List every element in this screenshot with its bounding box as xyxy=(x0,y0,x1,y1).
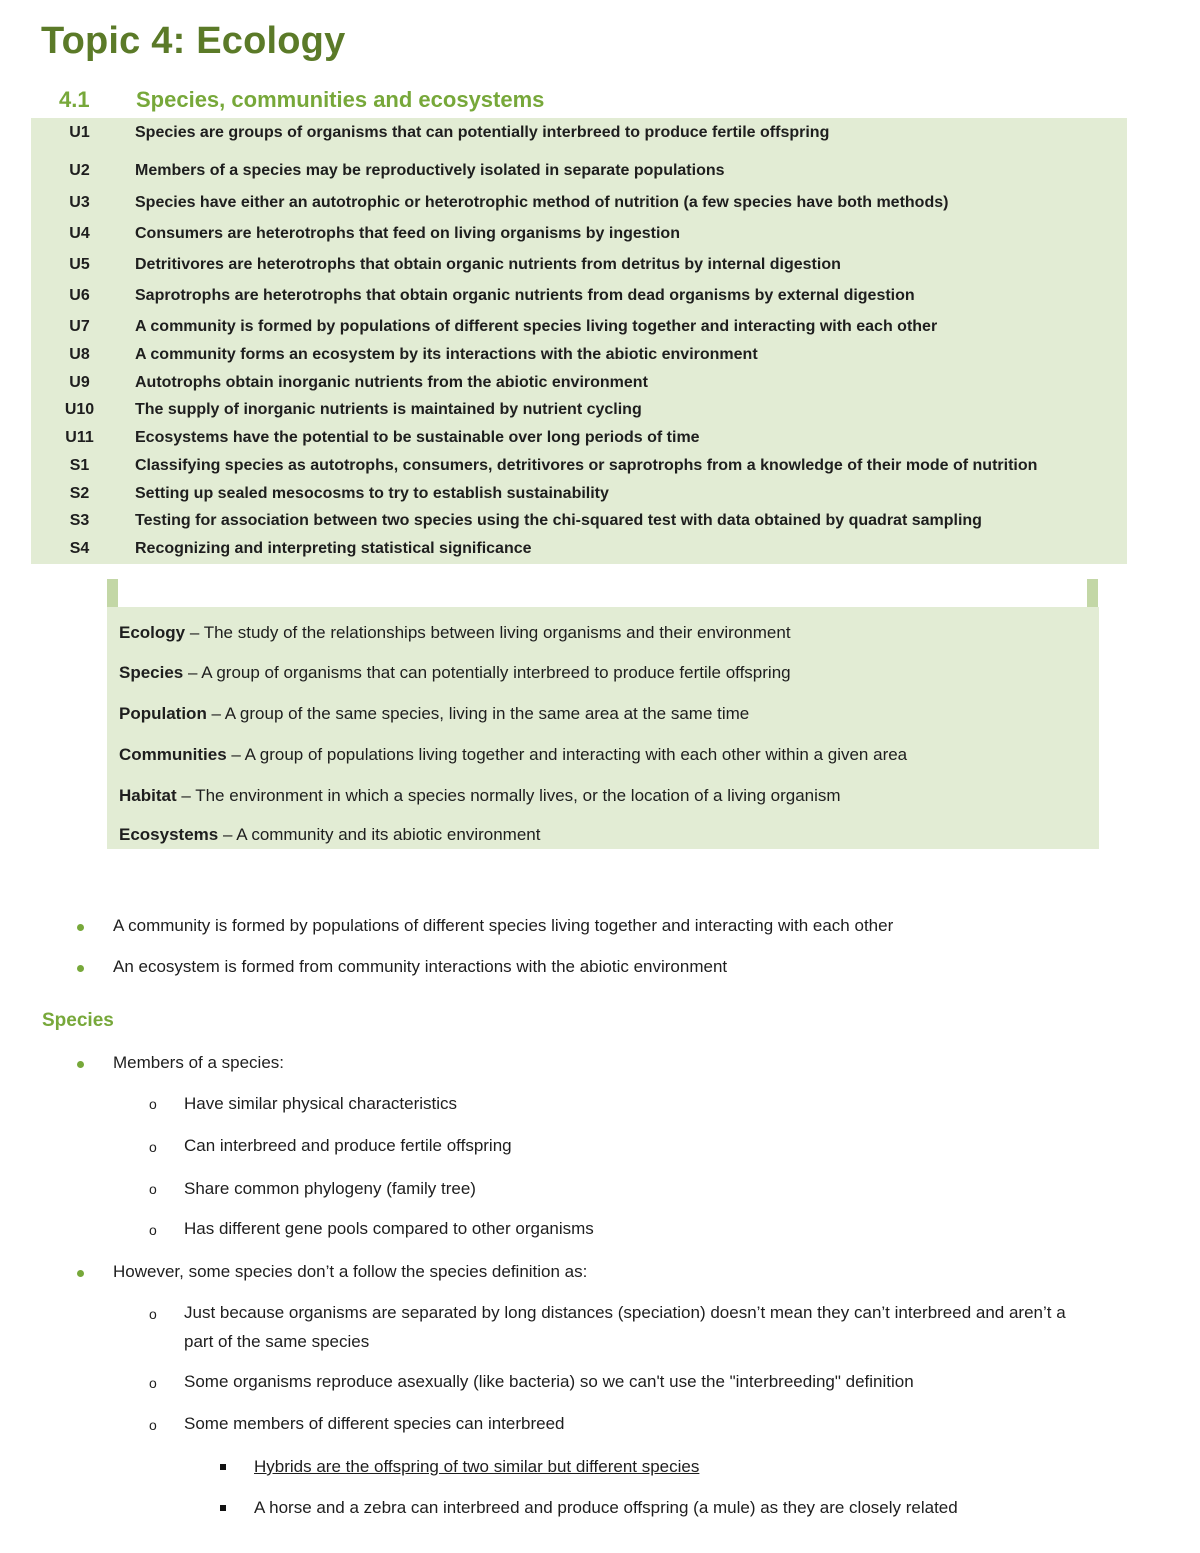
sub-bullet-item: Has different gene pools compared to other organisms xyxy=(184,1219,594,1238)
definition-term: Ecosystems xyxy=(119,825,219,844)
circle-o-icon: o xyxy=(149,1417,157,1433)
outcome-code: U5 xyxy=(69,256,90,273)
definition-term: Communities xyxy=(119,745,227,764)
outcome-text: Classifying species as autotrophs, consumers, detritivores or saprotrophs from a knowledge of their mode of nutrition xyxy=(135,457,1038,474)
outcome-row xyxy=(31,425,1127,451)
circle-o-icon: o xyxy=(149,1139,157,1155)
green-dot-icon xyxy=(77,924,84,931)
outcome-text: Testing for association between two species using the chi-squared test with data obtained by quadrat sampling xyxy=(135,512,982,529)
outcome-row xyxy=(31,536,1127,562)
sub-sub-bullet-item: A horse and a zebra can interbreed and produce offspring (a mule) as they are closely related xyxy=(254,1498,958,1517)
outcome-row xyxy=(31,252,1127,278)
outcome-code: U6 xyxy=(69,287,90,304)
page-title: Topic 4: Ecology xyxy=(41,20,346,62)
outcome-code: U10 xyxy=(64,401,95,418)
outcome-text: A community is formed by populations of different species living together and interacting with each other xyxy=(135,318,938,335)
sub-bullet-item: Have similar physical characteristics xyxy=(184,1094,458,1113)
outcome-text: Autotrophs obtain inorganic nutrients from the abiotic environment xyxy=(135,374,648,391)
outcome-row xyxy=(31,481,1127,507)
circle-o-icon: o xyxy=(149,1222,157,1238)
outcome-text: Detritivores are heterotrophs that obtain organic nutrients from detritus by internal digestion xyxy=(135,256,841,273)
species-heading: Species xyxy=(42,1010,114,1031)
outcome-row xyxy=(31,221,1127,247)
sub-bullet-item: Some organisms reproduce asexually (like bacteria) so we can't use the "interbreeding" definition xyxy=(184,1372,914,1391)
circle-o-icon: o xyxy=(149,1181,157,1197)
outcome-row xyxy=(31,120,1127,146)
outcomes-table xyxy=(31,118,1127,564)
outcome-code: S4 xyxy=(69,540,90,557)
green-dot-icon xyxy=(77,965,84,972)
outcome-row xyxy=(31,283,1127,309)
outcome-row xyxy=(31,397,1127,423)
definition-text: – The environment in which a species normally lives, or the location of a living organism xyxy=(176,786,841,805)
outcome-text: The supply of inorganic nutrients is maintained by nutrient cycling xyxy=(135,401,642,418)
bullet-item: Members of a species: xyxy=(113,1053,285,1072)
definition-text: – A group of organisms that can potentially interbreed to produce fertile offspring xyxy=(183,663,791,682)
outcome-code: U7 xyxy=(69,318,90,335)
definition-text: – A group of the same species, living in the same area at the same time xyxy=(206,704,750,723)
outcome-text: Species have either an autotrophic or heterotrophic method of nutrition (a few species have both methods) xyxy=(135,194,949,211)
circle-o-icon: o xyxy=(149,1096,157,1112)
sub-bullet-item: Can interbreed and produce fertile offspring xyxy=(184,1136,512,1155)
sub-sub-bullet-item: Hybrids are the offspring of two similar but different species xyxy=(254,1457,700,1476)
outcome-code: U11 xyxy=(65,429,94,446)
bullet-item: An ecosystem is formed from community interactions with the abiotic environment xyxy=(113,957,728,976)
definition-row xyxy=(119,825,540,845)
outcome-code: S3 xyxy=(69,512,90,529)
outcome-code: U3 xyxy=(69,194,90,211)
green-dot-icon xyxy=(77,1270,84,1277)
circle-o-icon: o xyxy=(149,1375,157,1391)
definition-text: – A group of populations living together and interacting with each other within a given area xyxy=(226,745,908,764)
outcome-row xyxy=(31,314,1127,340)
section-heading xyxy=(59,87,544,113)
outcome-code: S2 xyxy=(69,485,90,502)
sub-bullet-item: Some members of different species can interbreed xyxy=(184,1414,565,1433)
sub-bullet-item: Share common phylogeny (family tree) xyxy=(184,1179,476,1198)
definition-term: Habitat xyxy=(119,786,177,805)
bullet-item: However, some species don’t a follow the species definition as: xyxy=(113,1262,588,1281)
outcome-text: Saprotrophs are heterotrophs that obtain organic nutrients from dead organisms by external digestion xyxy=(135,287,915,304)
sub-bullet-item: Just because organisms are separated by long distances (speciation) doesn’t mean they can’t interbreed and aren’t a xyxy=(184,1303,1066,1322)
outcome-text: Setting up sealed mesocosms to try to establish sustainability xyxy=(135,485,609,502)
circle-o-icon: o xyxy=(149,1306,157,1322)
definition-term: Species xyxy=(119,663,184,682)
outcome-text: Members of a species may be reproductively isolated in separate populations xyxy=(135,162,725,179)
outcome-text: Ecosystems have the potential to be sustainable over long periods of time xyxy=(135,429,700,446)
definition-row xyxy=(119,704,749,724)
outcome-row xyxy=(31,508,1127,534)
outcome-row xyxy=(31,370,1127,396)
outcome-text: Species are groups of organisms that can potentially interbreed to produce fertile offspring xyxy=(135,124,830,141)
section-number: 4.1 xyxy=(59,87,90,112)
outcome-code: S1 xyxy=(69,457,90,474)
definition-term: Ecology xyxy=(119,623,186,642)
section-title: Species, communities and ecosystems xyxy=(136,87,545,112)
outcome-row xyxy=(31,342,1127,368)
outcome-text: A community forms an ecosystem by its interactions with the abiotic environment xyxy=(135,346,758,363)
outcome-code: U1 xyxy=(69,124,90,141)
outcome-text: Consumers are heterotrophs that feed on living organisms by ingestion xyxy=(135,225,680,242)
outcome-code: U8 xyxy=(69,346,90,363)
green-dot-icon xyxy=(77,1061,84,1068)
outcome-row xyxy=(31,158,1127,184)
definition-box-right-border xyxy=(1087,579,1098,607)
outcome-row xyxy=(31,190,1127,216)
definition-text: – The study of the relationships between living organisms and their environment xyxy=(185,623,791,642)
bullet-item: A community is formed by populations of different species living together and interacting with each other xyxy=(113,916,894,935)
definition-term: Population xyxy=(119,704,207,723)
square-icon xyxy=(220,1464,226,1470)
outcome-code: U4 xyxy=(69,225,90,242)
outcome-code: U2 xyxy=(69,162,90,179)
sub-bullet-item-continued: part of the same species xyxy=(184,1332,370,1351)
square-icon xyxy=(220,1505,226,1511)
definition-row xyxy=(119,663,791,683)
definition-row xyxy=(119,623,791,643)
definition-row xyxy=(119,786,841,806)
definitions-box xyxy=(107,607,1099,849)
definition-text: – A community and its abiotic environment xyxy=(218,825,541,844)
definition-box-left-border xyxy=(107,579,118,607)
outcome-text: Recognizing and interpreting statistical significance xyxy=(135,540,532,557)
outcome-row xyxy=(31,453,1127,479)
outcome-code: U9 xyxy=(69,374,90,391)
definition-row xyxy=(119,745,907,765)
